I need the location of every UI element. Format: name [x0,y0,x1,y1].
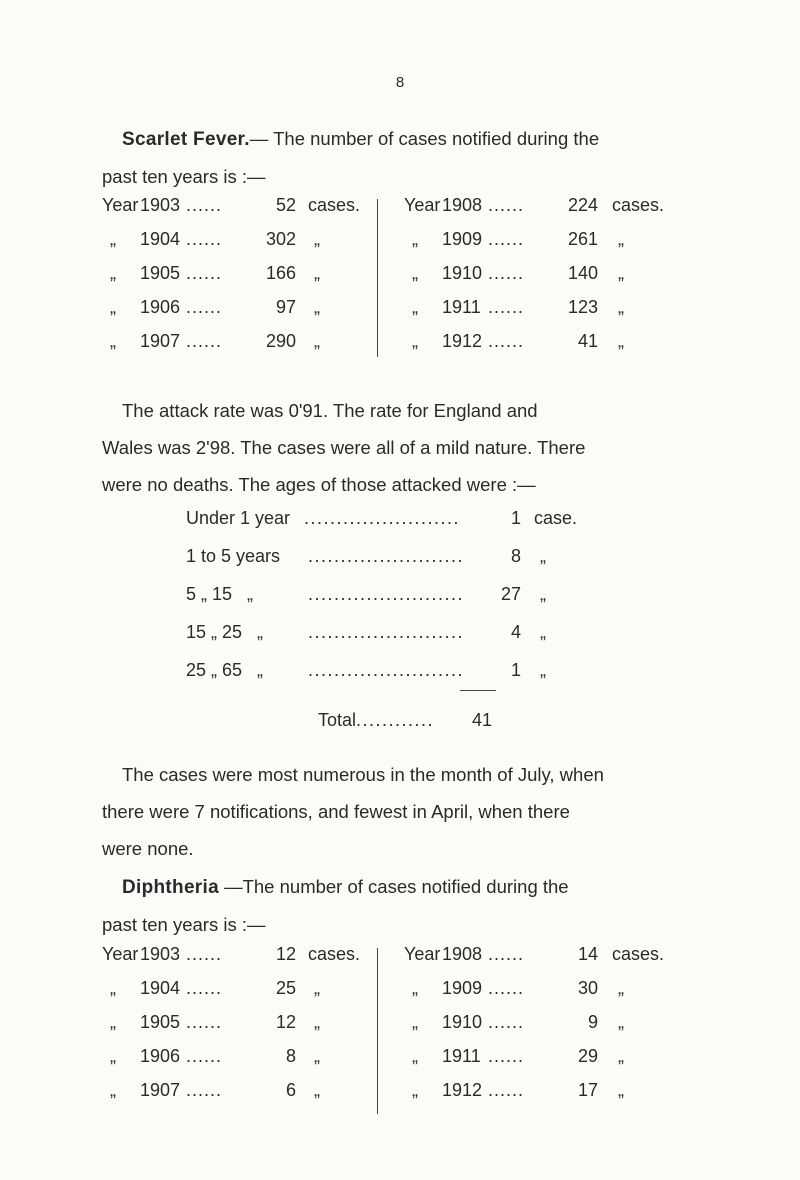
table-row: „ 1911 ...... 123 „ [412,297,624,317]
diphtheria-table-right [404,944,694,1114]
scarlet-yearly-table [102,195,692,365]
diphtheria-intro-line1: —The number of cases notified during the [218,876,569,897]
table-row: „ 1912 ...... 41 „ [412,331,624,351]
month-paragraph: The cases were most numerous in the month of July, when there were 7 notifications, and fewest in April, when there were none. [102,764,604,859]
scarlet-table-left [102,195,361,365]
table-row: „ 1910 ...... 140 „ [412,263,624,283]
table-row: 5 „ 15 „ ........................ 27 „ [186,584,546,604]
table-row: 15 „ 25 „ ........................ 4 „ [186,622,546,642]
scarlet-intro-line1: — The number of cases notified during the [249,128,600,149]
table-row: „ 1909 ...... 261 „ [412,229,624,249]
table-row: „ 1910 ...... 9 „ [412,1012,624,1032]
table-row: „ 1904 ...... 302 „ [110,229,320,249]
table-row: „ 1906 ...... 97 „ [110,297,320,317]
attack-rate-paragraph: The attack rate was 0'91. The rate for England and Wales was 2'98. The cases were all of a mild nature. There were no deaths. The ages of those attacked were :— [102,400,586,495]
table-row: „ 1905 ...... 166 „ [110,263,320,283]
table-row: „ 1904 ...... 25 „ [110,978,320,998]
column-divider [377,948,378,1114]
table-row: „ 1907 ...... 290 „ [110,331,320,351]
table-row: „ 1911 ...... 29 „ [412,1046,624,1066]
total-rule [460,690,496,691]
table-row: Year 1903 ...... 52 cases. [102,195,361,215]
table-row: „ 1905 ...... 12 „ [110,1012,320,1032]
table-row: Under 1 year ........................ 1 case. [186,508,578,528]
diphtheria-intro [102,868,682,943]
page-number: 8 [395,74,405,91]
table-row: Year 1908 ...... 14 cases. [404,944,665,964]
table-row: „ 1907 ...... 6 „ [110,1080,320,1100]
diphtheria-intro-line2: past ten years is :— [102,914,266,935]
table-row: „ 1912 ...... 17 „ [412,1080,624,1100]
ages-total: Total............ 41 [318,710,492,730]
ages-table [186,508,606,698]
diphtheria-yearly-table [102,944,692,1119]
table-row: Year 1903 ...... 12 cases. [102,944,361,964]
scarlet-table-right [404,195,694,365]
table-row: 25 „ 65 „ ........................ 1 „ [186,660,546,680]
scarlet-intro [102,120,682,195]
table-row: Year 1908 ...... 224 cases. [404,195,665,215]
scarlet-heading: Scarlet Fever. [122,129,250,150]
table-row: 1 to 5 years ........................ 8 „ [186,546,546,566]
column-divider [377,199,378,357]
table-row: „ 1906 ...... 8 „ [110,1046,320,1066]
table-row: „ 1909 ...... 30 „ [412,978,624,998]
diphtheria-heading: Diphtheria [122,877,219,898]
scarlet-intro-line2: past ten years is :— [102,166,266,187]
diphtheria-table-left [102,944,361,1114]
